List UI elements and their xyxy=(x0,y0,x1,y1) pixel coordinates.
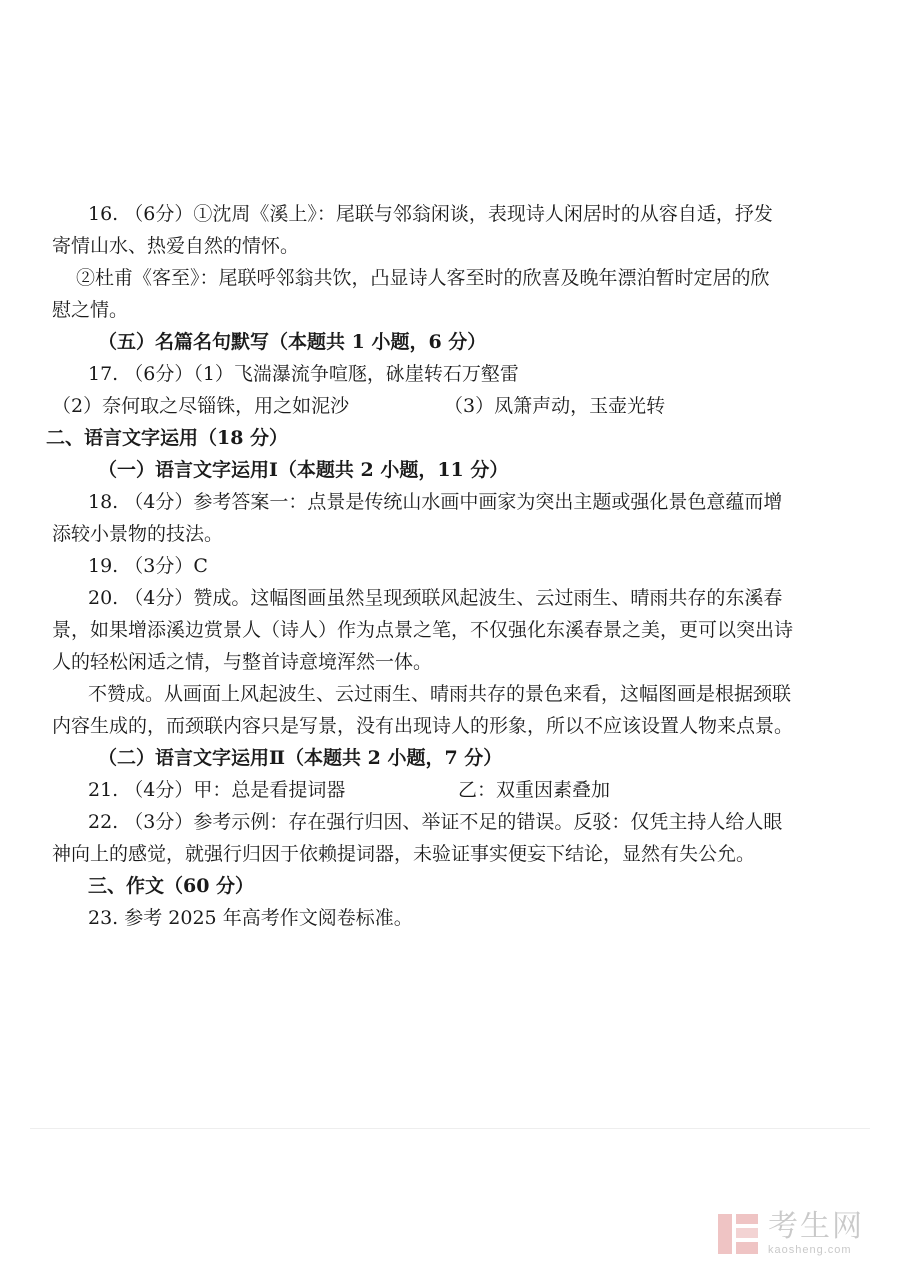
watermark-cn: 考生网 xyxy=(768,1209,864,1244)
q23-line: 23. 参考 2025 年高考作文阅卷标准。 xyxy=(88,907,413,929)
q16-line3: ②杜甫《客至》：尾联呼邻翁共饮，凸显诗人客至时的欣喜及晚年漂泊暂时定居的欣 xyxy=(76,267,770,289)
q21-part-a: 21. （4分）甲：总是看提词器 xyxy=(88,779,346,801)
q18-line2: 添较小景物的技法。 xyxy=(52,523,224,545)
q16-line4: 慰之情。 xyxy=(52,299,129,321)
q18-line1: 18. （4分）参考答案一：点景是传统山水画中画家为突出主题或强化景色意蕴而增 xyxy=(88,491,783,513)
q17-line2 xyxy=(52,390,864,422)
q20-line1: 20. （4分）赞成。这幅图画虽然呈现颈联风起波生、云过雨生、晴雨共存的东溪春 xyxy=(88,587,783,609)
watermark-en: kaosheng.com xyxy=(768,1244,852,1256)
part-3-heading: 三、作文（60 分） xyxy=(88,875,255,897)
q21-line xyxy=(52,774,864,806)
q20-line2: 景，如果增添溪边赏景人（诗人）作为点景之笔，不仅强化东溪春景之美，更可以突出诗 xyxy=(52,619,794,641)
kaosheng-logo-icon xyxy=(716,1212,760,1256)
section-5-heading: （五）名篇名句默写（本题共 1 小题，6 分） xyxy=(98,331,487,353)
answer-content xyxy=(46,198,864,934)
q20-line3: 人的轻松闲适之情，与整首诗意境浑然一体。 xyxy=(52,651,433,673)
q22-line2: 神向上的感觉，就强行归因于依赖提词器，未验证事实便妄下结论，显然有失公允。 xyxy=(52,843,756,865)
q22-line1: 22. （3分）参考示例：存在强行归因、举证不足的错误。反驳：仅凭主持人给人眼 xyxy=(88,811,783,833)
watermark xyxy=(716,1204,886,1264)
subsection-1-heading: （一）语言文字运用Ⅰ（本题共 2 小题，11 分） xyxy=(98,459,509,481)
q16-line1: 16. （6分）①沈周《溪上》：尾联与邻翁闲谈，表现诗人闲居时的从容自适，抒发 xyxy=(88,203,773,225)
q21-part-b: 乙：双重因素叠加 xyxy=(458,779,611,801)
watermark-text xyxy=(768,1209,864,1256)
q17-part3: （3）凤箫声动，玉壶光转 xyxy=(444,395,666,417)
subsection-2-heading: （二）语言文字运用Ⅱ（本题共 2 小题，7 分） xyxy=(98,747,503,769)
q17-part2: （2）奈何取之尽锱铢，用之如泥沙 xyxy=(52,395,350,417)
part-2-heading: 二、语言文字运用（18 分） xyxy=(46,427,289,449)
footer-divider xyxy=(30,1128,870,1129)
q17-line1: 17. （6分）（1）飞湍瀑流争喧豗，砯崖转石万壑雷 xyxy=(88,363,519,385)
q20-line5: 内容生成的，而颈联内容只是写景，没有出现诗人的形象，所以不应该设置人物来点景。 xyxy=(52,715,794,737)
q20-line4: 不赞成。从画面上风起波生、云过雨生、晴雨共存的景色来看，这幅图画是根据颈联 xyxy=(88,683,792,705)
q16-line2: 寄情山水、热爱自然的情怀。 xyxy=(52,235,300,257)
q19-line: 19. （3分）C xyxy=(88,555,208,577)
